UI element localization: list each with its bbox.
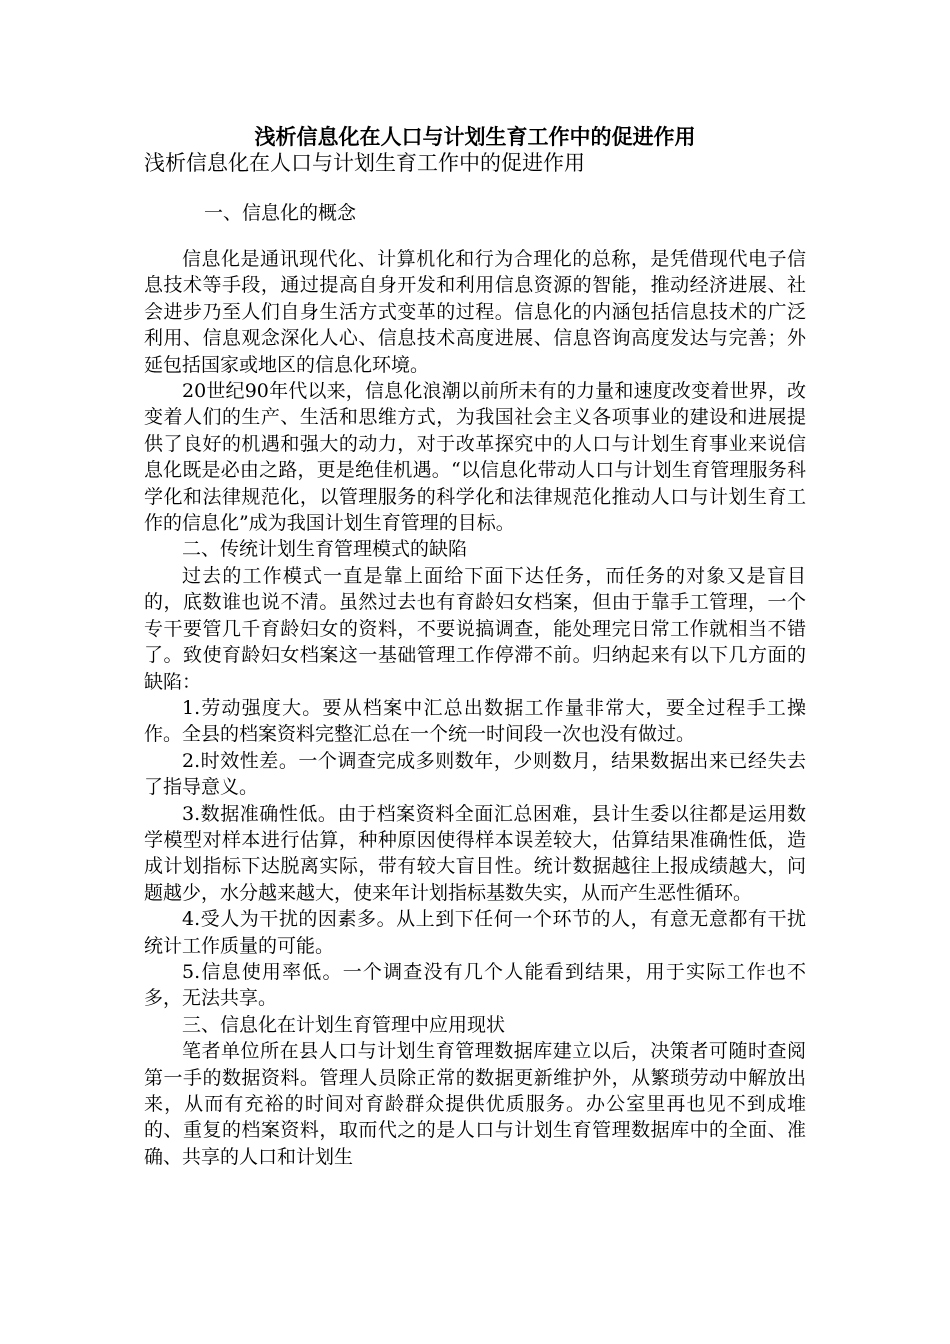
list-item: 4.受人为干扰的因素多。从上到下任何一个环节的人，有意无意都有干扰统计工作质量的可能。 — [144, 908, 806, 957]
list-item: 1.劳动强度大。要从档案中汇总出数据工作量非常大，要全过程手工操作。全县的档案资料完整汇总在一个统一时间段一次也没有做过。 — [144, 696, 806, 746]
section-heading-3: 三、信息化在计划生育管理中应用现状 — [182, 1013, 506, 1036]
paragraph: 信息化是通讯现代化、计算机化和行为合理化的总称，是凭借现代电子信息技术等手段，通过提高自身开发和利用信息资源的智能，推动经济进展、社会进步乃至人们自身生活方式变革的过程。信息化的内涵包括信息技术的广泛利用、信息观念深化人心、信息技术高度进展、信息咨询高度发达与完善；外延包括国家或地区的信息化环境。 — [144, 248, 806, 376]
paragraph: 20世纪90年代以来，信息化浪潮以前所未有的力量和速度改变着世界，改变着人们的生产、生活和思维方式，为我国社会主义各项事业的建设和进展提供了良好的机遇和强大的动力，对于改革探究中的人口与计划生育事业来说信息化既是必由之路，更是绝佳机遇。“以信息化带动人口与计划生育管理服务科学化和法律规范化，以管理服务的科学化和法律规范化推动人口与计划生育工作的信息化”成为我国计划生育管理的目标。 — [144, 380, 806, 535]
document-subtitle: 浅析信息化在人口与计划生育工作中的促进作用 — [144, 151, 585, 175]
paragraph: 过去的工作模式一直是靠上面给下面下达任务，而任务的对象又是盲目的，底数谁也说不清。虽然过去也有育龄妇女档案，但由于靠手工管理，一个专干要管几千育龄妇女的资料，不要说搞调查，能处理完日常工作就相当不错了。致使育龄妇女档案这一基础管理工作停滞不前。归纳起来有以下几方面的缺陷： — [144, 564, 806, 693]
document-body — [144, 246, 806, 1170]
document-title: 浅析信息化在人口与计划生育工作中的促进作用 — [254, 125, 696, 149]
list-item: 3.数据准确性低。由于档案资料全面汇总困难，县计生委以往都是运用数学模型对样本进行估算，种种原因使得样本误差较大，估算结果准确性低，造成计划指标下达脱离实际，带有较大盲目性。统计数据越往上报成绩越大，问题越少，水分越来越大，使来年计划指标基数失实，从而产生恶性循环。 — [144, 802, 806, 904]
list-item: 2.时效性差。一个调查完成多则数年，少则数月，结果数据出来已经失去了指导意义。 — [144, 749, 806, 799]
list-item: 5.信息使用率低。一个调查没有几个人能看到结果，用于实际工作也不多，无法共享。 — [144, 960, 806, 1010]
section-heading-2: 二、传统计划生育管理模式的缺陷 — [182, 538, 468, 561]
paragraph: 笔者单位所在县人口与计划生育管理数据库建立以后，决策者可随时查阅第一手的数据资料。管理人员除正常的数据更新维护外，从繁琐劳动中解放出来，从而有充裕的时间对育龄群众提供优质服务。办公室里再也见不到成堆的、重复的档案资料，取而代之的是人口与计划生育管理数据库中的全面、准确、共享的人口和计划生 — [144, 1040, 806, 1168]
section-heading-1: 一、信息化的概念 — [204, 202, 357, 224]
